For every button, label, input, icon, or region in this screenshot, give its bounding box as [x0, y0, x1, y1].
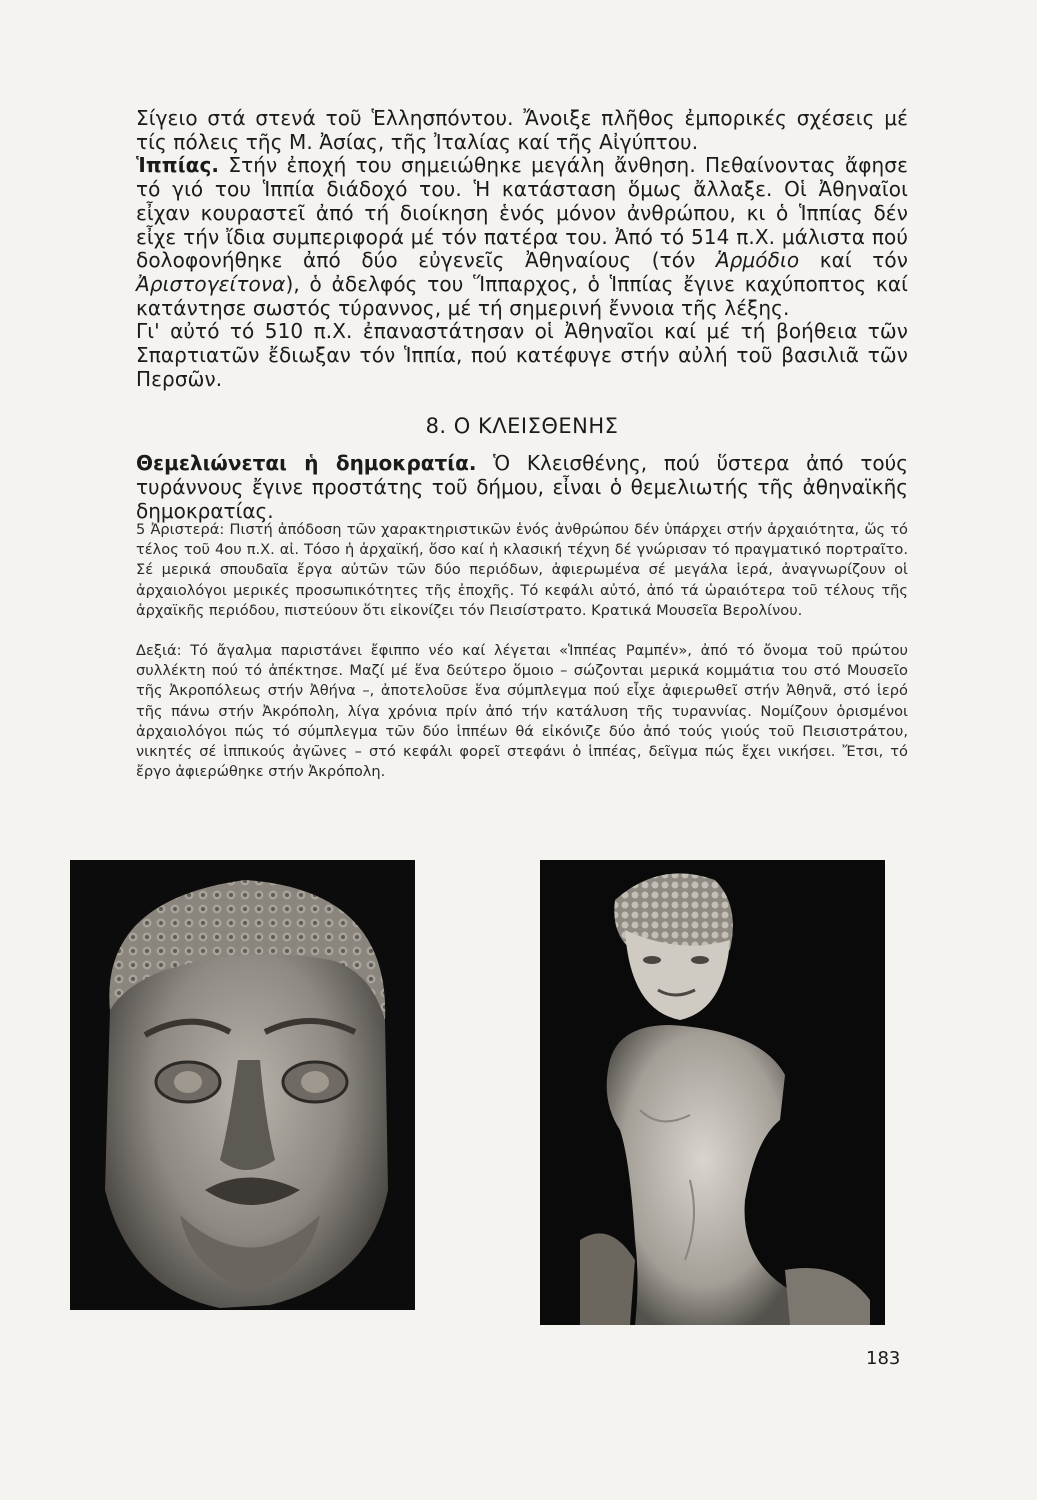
archaic-head-photo: [70, 860, 415, 1310]
cleisthenes-paragraph: [136, 451, 908, 523]
paragraph-sigeio: Σίγειο στά στενά τοῦ Ἑλλησπόντου. Ἄνοιξε πλῆθος ἐμπορικές σχέσεις μέ τίς πόλεις τῆς Μ. Ἀσίας, τῆς Ἰταλίας καί τῆς Αἰγύπτου.: [136, 106, 908, 154]
paragraph-hippias: [136, 154, 908, 320]
hippias-heading: Ἱππίας.: [136, 153, 220, 178]
aristogeiton-name: Ἀριστογείτονα: [136, 271, 286, 296]
harmodios-name: Ἁρμόδιο: [715, 248, 800, 273]
main-text: [136, 107, 908, 391]
page-number: 183: [866, 1348, 901, 1369]
rampin-rider-image: [540, 860, 885, 1325]
democracy-lead: Θεμελιώνεται ἡ δημοκρατία.: [136, 451, 477, 475]
section-heading: 8. Ο ΚΛΕΙΣΘΕΝΗΣ: [425, 414, 619, 438]
hippias-text-c: ), ὁ ἀδελφός του Ἵππαρχος, ὁ Ἱππίας ἔγινε καχύποπτος καί κατάντησε σωστός τύραννος, μέ τή σημερινή ἔννοια τῆς λέξης.: [136, 271, 908, 320]
cleisthenes-text: Ὁ Κλεισθένης, πού ὕστερα ἀπό τούς τυράννους ἔγινε προστάτης τοῦ δήμου, εἶναι ὁ θεμελιωτής τῆς ἀθηναϊκῆς δημοκρατίας.: [136, 451, 908, 523]
hippias-text-a: Στήν ἐποχή του σημειώθηκε μεγάλη ἄνθηση. Πεθαίνοντας ἄφησε τό γιό του Ἱππία διάδοχό του. Ἡ κατάσταση ὅμως ἄλλαξε. Οἱ Ἀθηναῖοι εἶχαν κουραστεῖ ἀπό τή διοίκηση ἑνός μόνον ἀνθρώπου, κι ὁ Ἱππίας δέν εἶχε τήν ἴδια συμπεριφορά μέ τόν πατέρα του. Ἀπό τό 514 π.Χ. μάλιστα πού δολοφονήθηκε ἀπό δύο εὐγενεῖς Ἀθηναίους (τόν: [136, 153, 908, 273]
hippias-text-b: καί τόν: [799, 248, 908, 273]
figure-captions: [136, 520, 908, 802]
caption-right: Δεξιά: Τό ἄγαλμα παριστάνει ἔφιππο νέο καί λέγεται «Ἱππέας Ραμπέν», ἀπό τό ὄνομα τοῦ πρώτου συλλέκτη πού τό ἀπέκτησε. Μαζί μέ ἕνα δεύτερο ὅμοιο – σώζονται μερικά κομμάτια του στό Μουσεῖο τῆς Ἀκροπόλεως στήν Ἀθήνα –, ἀποτελοῦσε ἕνα σύμπλεγμα πού εἶχε ἀφιερωθεῖ στήν Ἀθηνᾶ, στό ἱερό τῆς πάνω στήν Ἀκρόπολη, λίγα χρόνια πρίν ἀπό τήν κατάλυση τῆς τυραννίας. Νομίζουν ὁρισμένοι ἀρχαιολόγοι πώς τό σύμπλεγμα τῶν δύο ἱππέων θά εἰκόνιζε δύο ἀπό τούς γιούς τοῦ Πεισιστράτου, νικητές σέ ἱππικούς ἀγῶνες – στό κεφάλι φορεῖ στεφάνι ὁ ἱππέας, δεῖγμα πώς ἔχει νικήσει. Ἔτσι, τό ἔργο ἀφιερώθηκε στήν Ἀκρόπολη.: [136, 642, 908, 781]
paragraph-510: Γι' αὐτό τό 510 π.Χ. ἐπαναστάτησαν οἱ Ἀθηναῖοι καί μέ τή βοήθεια τῶν Σπαρτιατῶν ἔδιωξαν τόν Ἱππία, πού κατέφυγε στήν αὐλή τοῦ βασιλιᾶ τῶν Περσῶν.: [136, 319, 908, 391]
caption-left: 5 Ἀριστερά: Πιστή ἀπόδοση τῶν χαρακτηριστικῶν ἑνός ἀνθρώπου δέν ὑπάρχει στήν ἀρχαιότητα, ὥς τό τέλος τοῦ 4ου π.Χ. αἰ. Τόσο ἡ ἀρχαϊκή, ὅσο καί ἡ κλασική τέχνη δέ γνώρισαν τό πραγματικό πορτραῖτο. Σέ μερικά σπουδαῖα ἔργα αὐτῶν τῶν δύο περιόδων, ἀφιερωμένα σέ μεγάλα ἱερά, ἀναγνωρίζουν οἱ ἀρχαιολόγοι μερικές προσωπικότητες τῆς ἐποχῆς. Τό κεφάλι αὐτό, ἀπό τά ὡραιότερα τοῦ τέλους τῆς ἀρχαϊκῆς περιόδου, πιστεύουν ὅτι εἰκονίζει τόν Πεισίστρατο. Κρατικά Μουσεῖα Βερολίνου.: [136, 521, 908, 619]
archaic-head-image: [70, 860, 415, 1310]
rampin-rider-photo: [540, 860, 885, 1325]
